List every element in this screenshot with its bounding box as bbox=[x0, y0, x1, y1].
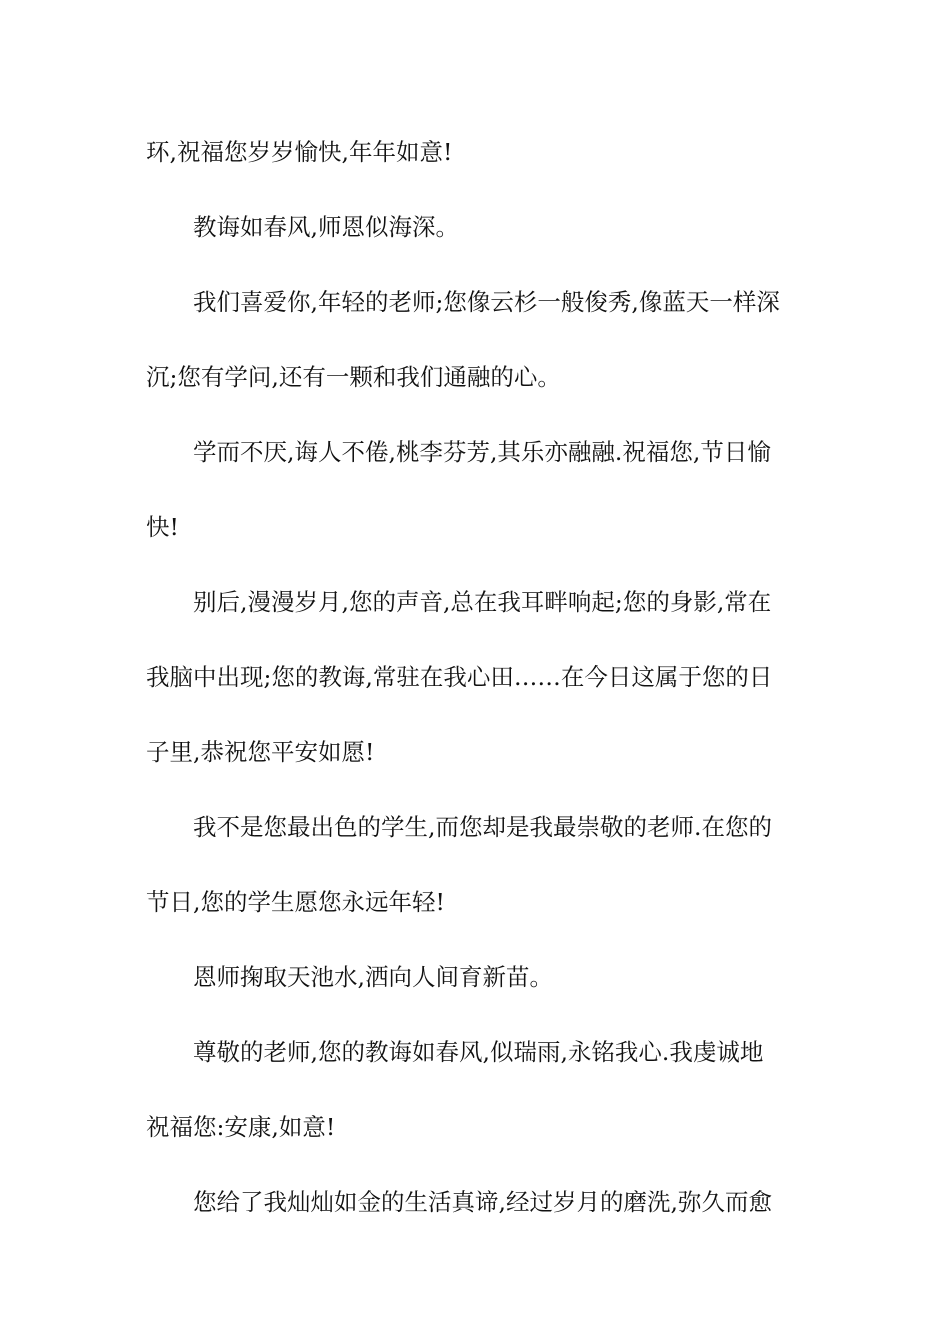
text-line: 您给了我灿灿如金的生活真谛,经过岁月的磨洗,弥久而愈 bbox=[193, 1188, 772, 1216]
text-line: 我们喜爱你,年轻的老师;您像云杉一般俊秀,像蓝天一样深 bbox=[193, 288, 780, 316]
text-line: 环,祝福您岁岁愉快,年年如意! bbox=[146, 138, 453, 166]
text-line: 恩师掬取天池水,洒向人间育新苗。 bbox=[193, 963, 553, 991]
text-line: 我不是您最出色的学生,而您却是我最崇敬的老师.在您的 bbox=[193, 813, 772, 841]
text-line: 教诲如春风,师恩似海深。 bbox=[193, 213, 459, 241]
text-line: 我脑中出现;您的教诲,常驻在我心田……在今日这属于您的日 bbox=[146, 663, 773, 691]
text-line: 沉;您有学问,还有一颗和我们通融的心。 bbox=[146, 363, 561, 391]
text-line: 子里,恭祝您平安如愿! bbox=[146, 738, 375, 766]
text-line: 祝福您:安康,如意! bbox=[146, 1113, 336, 1141]
text-line: 学而不厌,诲人不倦,桃李芬芳,其乐亦融融.祝福您,节日愉 bbox=[193, 438, 771, 466]
text-line: 别后,漫漫岁月,您的声音,总在我耳畔响起;您的身影,常在 bbox=[193, 588, 772, 616]
text-line: 尊敬的老师,您的教诲如春风,似瑞雨,永铭我心.我虔诚地 bbox=[193, 1038, 764, 1066]
text-line: 节日,您的学生愿您永远年轻! bbox=[146, 888, 445, 916]
text-line: 快! bbox=[146, 513, 179, 541]
